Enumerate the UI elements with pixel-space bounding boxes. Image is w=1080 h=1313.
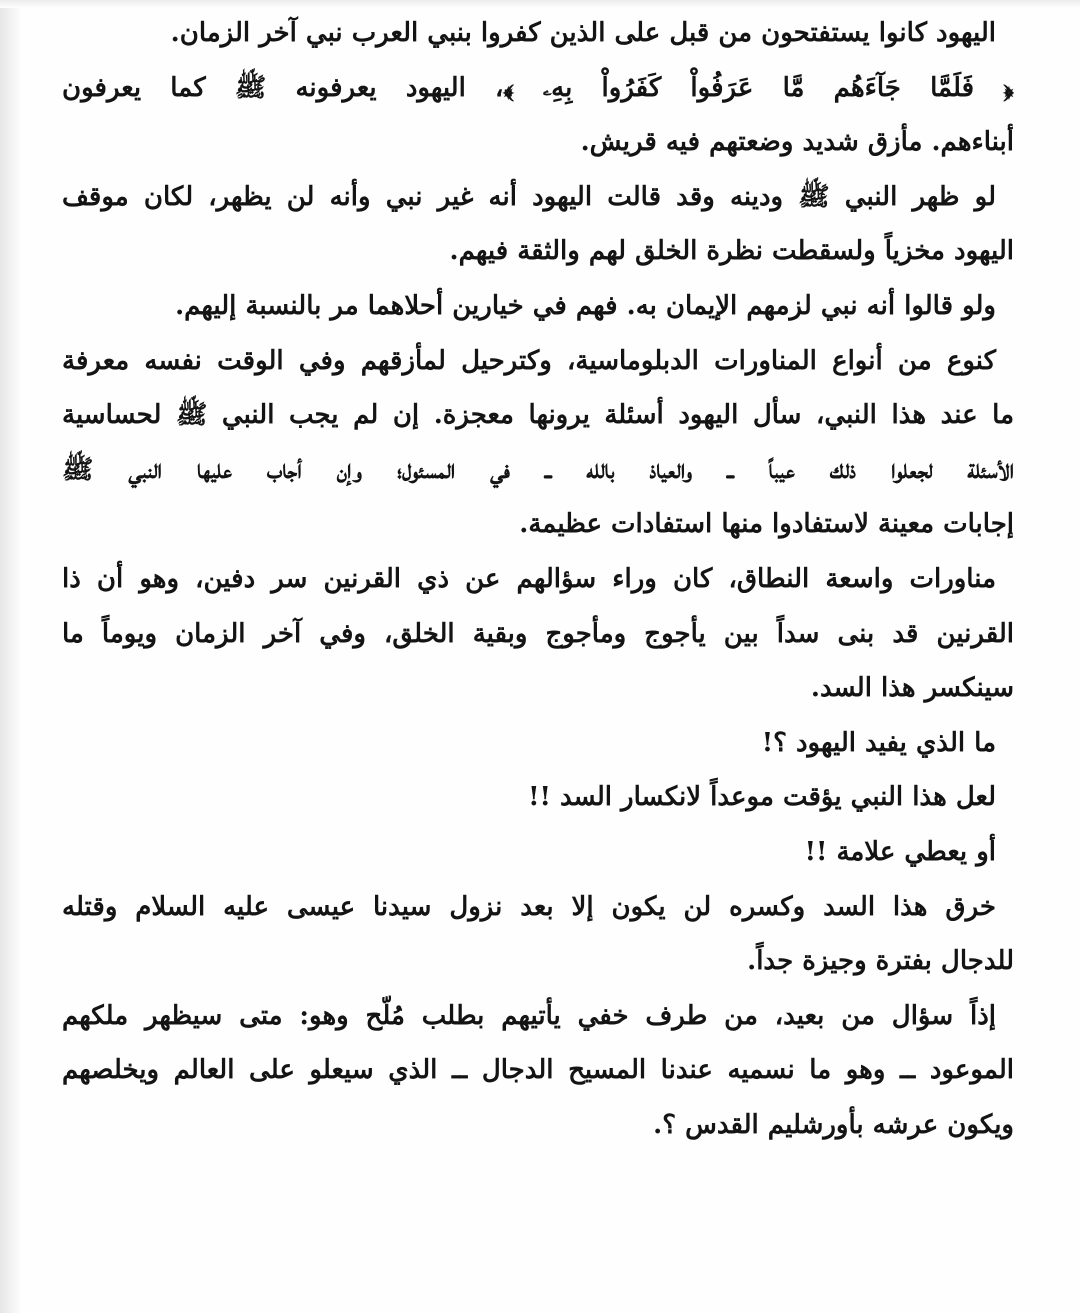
text-line-5: اليهود مخزياً ولسقطت نظرة الخلق لهم والثقة فيهم. [449,236,1014,267]
text-line-14: ما الذي يفيد اليهود ؟! [761,727,996,758]
text-line-21: ويكون عرشه بأورشليم القدس ؟. [653,1109,1014,1140]
text-line-15: لعل هذا النبي يؤقت موعداً لانكسار السد !! [528,782,996,813]
page-shadow-left [0,0,22,1313]
text-line-10: إجابات معينة لاستفادوا منها استفادات عظيمة. [519,509,1014,540]
text-line-11: مناورات واسعة النطاق، كان وراء سؤالهم عن ذي القرنين سر دفين، وهو أن ذا [62,563,996,594]
text-line-17: خرق هذا السد وكسره لن يكون إلا بعد نزول سيدنا عيسى عليه السلام وقتله [62,891,996,922]
text-line-12: القرنين قد بنى سداً بين يأجوج ومأجوج وبقية الخلق، وفي آخر الزمان ويوماً ما [62,618,1014,649]
text-line-18: للدجال بفترة وجيزة جداً. [747,946,1014,977]
text-line-8: ما عند هذا النبي، سأل اليهود أسئلة يرونها معجزة. إن لم يجب النبي ﷺ لحساسية [62,400,1014,431]
text-line-3: أبناءهم. مأزق شديد وضعتهم فيه قريش. [580,127,1014,158]
page-text [62,6,1014,1152]
text-line-7: كنوع من أنواع المناورات الدبلوماسية، وكترحيل لمأزقهم وفي الوقت نفسه معرفة [62,345,996,376]
text-line-9: الأسئلة لجعلوا ذلك عيباً ــ والعياذ بالله ــ في المسئول؛ وإن أجاب عليها النبي ﷺ [62,454,1014,485]
text-line-19: إذاً سؤال من بعيد، من طرف خفي يأتيهم بطلب مُلّح وهو: متى سيظهر ملكهم [62,1000,996,1031]
text-line-1: اليهود كانوا يستفتحون من قبل على الذين كفروا بنبي العرب نبي آخر الزمان. [170,18,996,48]
text-line-6: ولو قالوا أنه نبي لزمهم الإيمان به. فهم في خيارين أحلاهما مر بالنسبة إليهم. [175,290,996,321]
text-line-13: سينكسر هذا السد. [810,673,1014,704]
text-line-16: أو يعطي علامة !! [804,836,996,867]
text-line-4: لو ظهر النبي ﷺ ودينه وقد قالت اليهود أنه غير نبي وأنه لن يظهر، لكان موقف [62,181,996,212]
text-line-20: الموعود ــ وهو ما نسميه عندنا المسيح الدجال ــ الذي سيعلو على العالم ويخلصهم [62,1055,1014,1086]
text-line-2: ﴿ فَلَمَّا جَآءَهُم مَّا عَرَفُواْ كَفَرُواْ بِهِۦ ﴾، اليهود يعرفونه ﷺ كما يعرفون [62,72,1014,103]
